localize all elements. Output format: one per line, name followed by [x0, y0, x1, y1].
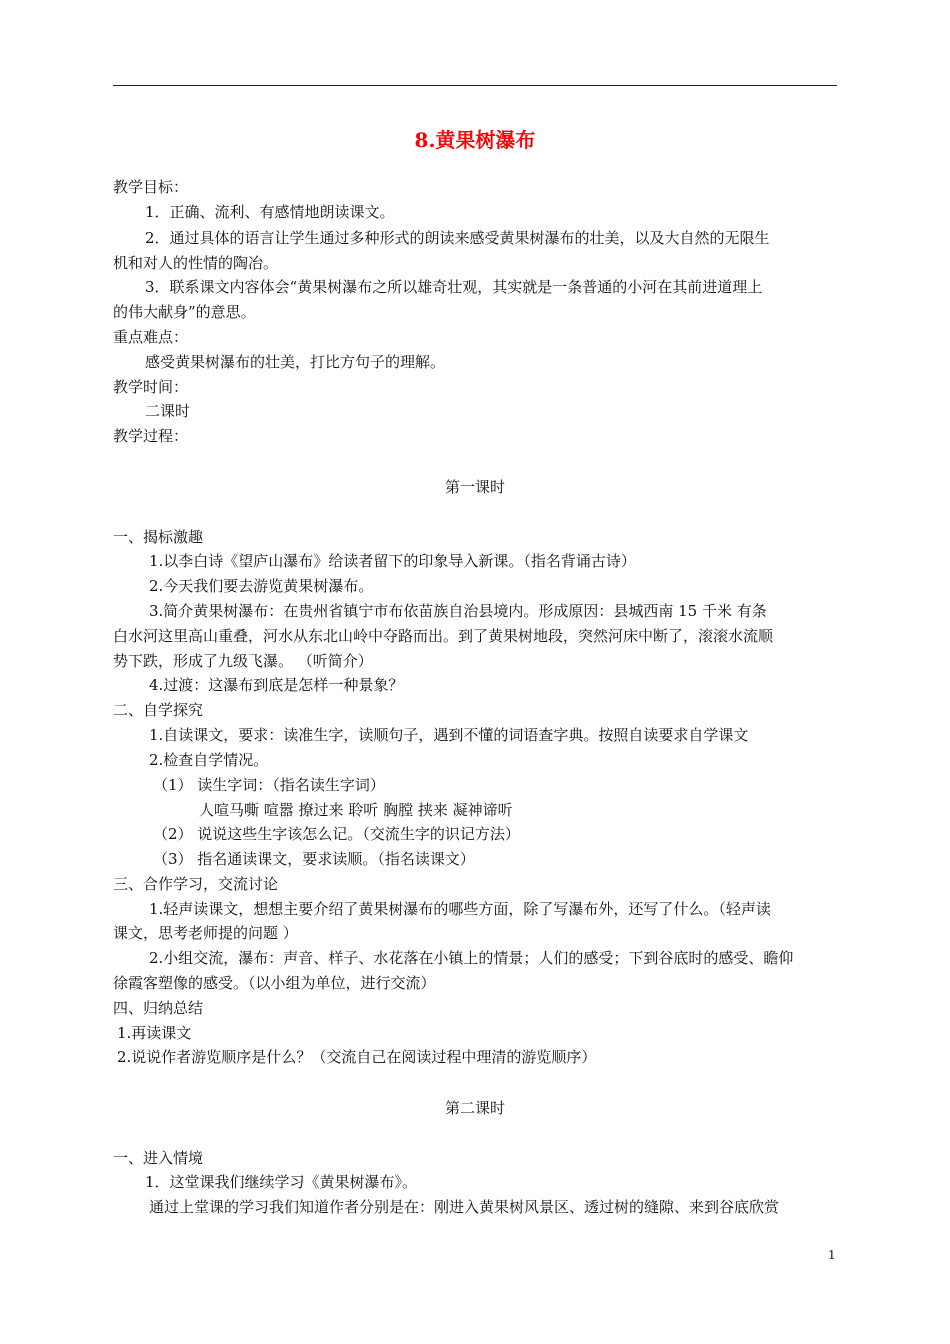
- l1-s3-item-1-line-2: 课文，思考老师提的问题 ）: [113, 924, 298, 942]
- l1-s1-item-3-line-1: 3.简介黄果树瀑布：在贵州省镇宁市布依苗族自治县境内。形成原因：县城西南 15 千米 有条: [149, 602, 767, 620]
- l1-s1-item-3-line-2: 白水河这里高山重叠，河水从东北山岭中夺路而出。到了黄果树地段，突然河床中断了，滚滚水流顺: [113, 627, 774, 645]
- goal-3-line-1: 3．联系课文内容体会“黄果树瀑布之所以雄奇壮观，其实就是一条普通的小河在其前进道理上: [145, 278, 763, 296]
- l1-s2-item-2: 2.检查自学情况。: [149, 751, 269, 769]
- goal-2-line-2: 机和对人的性情的陶冶。: [113, 254, 279, 272]
- l1-s4-item-1: 1.再读课文: [117, 1024, 192, 1042]
- goal-2-line-1: 2．通过具体的语言让学生通过多种形式的朗读来感受黄果树瀑布的壮美，以及大自然的无限生: [145, 229, 770, 247]
- time-heading: 教学时间：: [113, 378, 189, 396]
- l1-s2-point-1: （1） 读生字词：（指名读生字词）: [153, 776, 385, 794]
- l1-s1-item-1: 1.以李白诗《望庐山瀑布》给读者留下的印象导入新课。（指名背诵古诗）: [149, 552, 636, 570]
- l1-s3-item-2-line-2: 徐霞客塑像的感受。（以小组为单位，进行交流）: [113, 974, 436, 992]
- header-rule: [113, 85, 837, 86]
- l1-section-1-heading: 一、揭标激趣: [113, 528, 204, 546]
- l2-s1-paragraph: 通过上堂课的学习我们知道作者分别是在：刚进入黄果树风景区、透过树的缝隙、来到谷底欣赏: [149, 1198, 780, 1216]
- l1-s2-point-2: （2） 说说这些生字该怎么记。（交流生字的识记方法）: [153, 825, 520, 843]
- process-heading: 教学过程：: [113, 427, 189, 445]
- l2-s1-item-1: 1．这堂课我们继续学习《黄果树瀑布》。: [145, 1173, 418, 1191]
- l1-section-3-heading: 三、合作学习，交流讨论: [113, 875, 279, 893]
- lesson-2-heading: 第二课时: [444, 1099, 505, 1117]
- l1-s3-item-1-line-1: 1.轻声读课文，想想主要介绍了黄果树瀑布的哪些方面，除了写瀑布外，还写了什么。（轻声读: [149, 900, 771, 918]
- lesson-1-heading: 第一课时: [444, 478, 505, 496]
- l1-s1-item-3-line-3: 势下跌，形成了九级飞瀑。 （听简介）: [113, 652, 373, 670]
- keypoints-heading: 重点难点：: [113, 328, 189, 346]
- l2-section-1-heading: 一、进入情境: [113, 1149, 204, 1167]
- l1-section-4-heading: 四、归纳总结: [113, 999, 204, 1017]
- l1-s2-words: 人喧马嘶 喧嚣 撩过来 聆听 胸膛 挟来 凝神谛听: [199, 801, 513, 819]
- page-number: 1: [828, 1248, 836, 1262]
- page-title: 8.黄果树瀑布: [414, 128, 536, 152]
- goals-heading: 教学目标：: [113, 178, 189, 196]
- goal-1: 1．正确、流利、有感情地朗读课文。: [145, 203, 395, 221]
- goal-3-line-2: 的伟大献身”的意思。: [113, 303, 256, 321]
- l1-s2-point-3: （3） 指名通读课文，要求读顺。（指名读课文）: [153, 850, 475, 868]
- l1-s3-item-2-line-1: 2.小组交流，瀑布：声音、样子、水花落在小镇上的情景；人们的感受；下到谷底时的感受、瞻仰: [149, 949, 794, 967]
- time-text: 二课时: [145, 402, 191, 420]
- l1-s2-item-1: 1.自读课文，要求：读准生字，读顺句子，遇到不懂的词语查字典。按照自读要求自学课文: [149, 726, 749, 744]
- l1-s1-item-2: 2.今天我们要去游览黄果树瀑布。: [149, 577, 374, 595]
- l1-section-2-heading: 二、自学探究: [113, 701, 204, 719]
- keypoints-text: 感受黄果树瀑布的壮美，打比方句子的理解。: [145, 353, 446, 371]
- l1-s1-item-4: 4.过渡：这瀑布到底是怎样一种景象？: [149, 676, 404, 694]
- l1-s4-item-2: 2.说说作者游览顺序是什么？（交流自己在阅读过程中理清的游览顺序）: [117, 1048, 597, 1066]
